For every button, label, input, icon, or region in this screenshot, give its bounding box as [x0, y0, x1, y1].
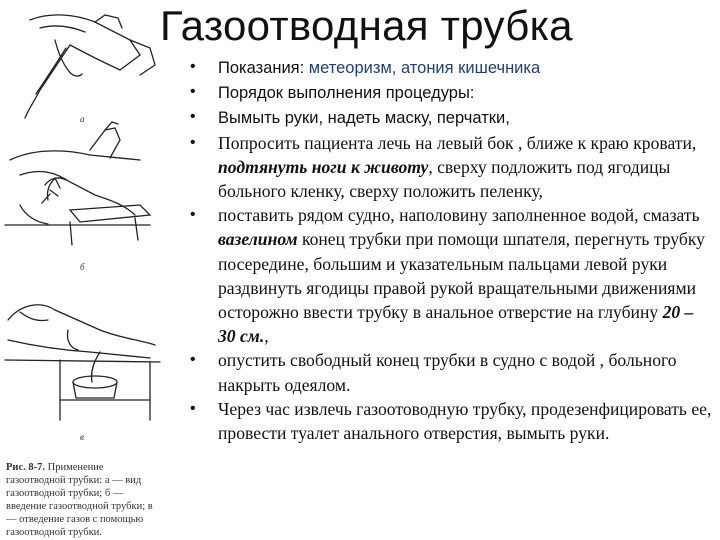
list-item-step-1: [190, 105, 715, 130]
panel-b-patient: [5, 122, 150, 245]
list-item-step-5: [190, 397, 715, 445]
step-5-text: Через час извлечь газоотоводную трубку, продезенфицировать ее, провести туалет анального отверстия, вымыть руки.: [218, 398, 712, 444]
bullet-icon: •: [190, 58, 196, 75]
panel-a-label: а: [80, 114, 85, 124]
panel-v-patient-with-vessel: [5, 305, 160, 420]
list-item-step-2: [190, 131, 715, 204]
caption-head: Рис. 8-7.: [6, 462, 45, 473]
list-item-procedure-heading: [190, 80, 715, 105]
step-3-depth: 20 – 30 см.: [218, 302, 694, 347]
caption-body: Применение газоотводной трубки: а — вид газоотводной трубки; б — введение газоотводной трубки; в — отведение газов с помощью газоотводной трубки.: [6, 462, 153, 538]
bullet-icon: •: [190, 108, 196, 126]
step-3-text-a: поставить рядом судно, наполовину заполненное водой, смазать: [218, 205, 700, 226]
panel-a-hand-with-tube: [25, 15, 155, 118]
bullet-icon: •: [190, 399, 196, 417]
bullet-icon: •: [190, 206, 196, 224]
bullet-icon: •: [190, 83, 196, 101]
step-3-text-b: конец трубки при помощи шпателя, перегнуть трубку посередине, большим и указательным пальцами левой руки раздвинуть ягодицы правой рукой вращательными движениями осторожно ввести трубку в анальное отверстие на глубину: [218, 229, 705, 323]
slide-title: Газоотводная трубка: [160, 2, 573, 49]
step-3-emphasis: вазелином: [218, 229, 298, 250]
panel-v-label: в: [80, 432, 84, 442]
step-2-text-a: Попросить пациента лечь на левый бок , ближе к краю кровати,: [218, 132, 697, 153]
bullet-icon: •: [190, 351, 196, 369]
step-2-emphasis: подтянуть ноги к животу: [218, 156, 429, 177]
step-2-text-b: , сверху подложить под ягодицы больного кленку, сверху положить пеленку,: [218, 156, 671, 202]
figure-caption: [6, 461, 156, 539]
bullet-icon: •: [190, 133, 196, 151]
procedure-heading: Порядок выполнения процедуры:: [218, 84, 475, 103]
list-item-step-4: [190, 348, 715, 396]
step-3-text-c: ,: [264, 326, 269, 347]
step-4-text: опустить свободный конец трубки в судно с водой , больного накрыть одеялом.: [218, 350, 677, 395]
list-item-indications: [190, 55, 715, 80]
list-item-step-3: [190, 203, 715, 348]
indications-label: Показания:: [218, 59, 305, 77]
step-1-text: Вымыть руки, надеть маску, перчатки,: [218, 109, 510, 128]
procedure-list: [190, 55, 715, 445]
indications-value: метеоризм, атония кишечника: [304, 59, 541, 77]
procedure-illustration: [0, 0, 165, 540]
panel-b-label: б: [80, 262, 85, 272]
